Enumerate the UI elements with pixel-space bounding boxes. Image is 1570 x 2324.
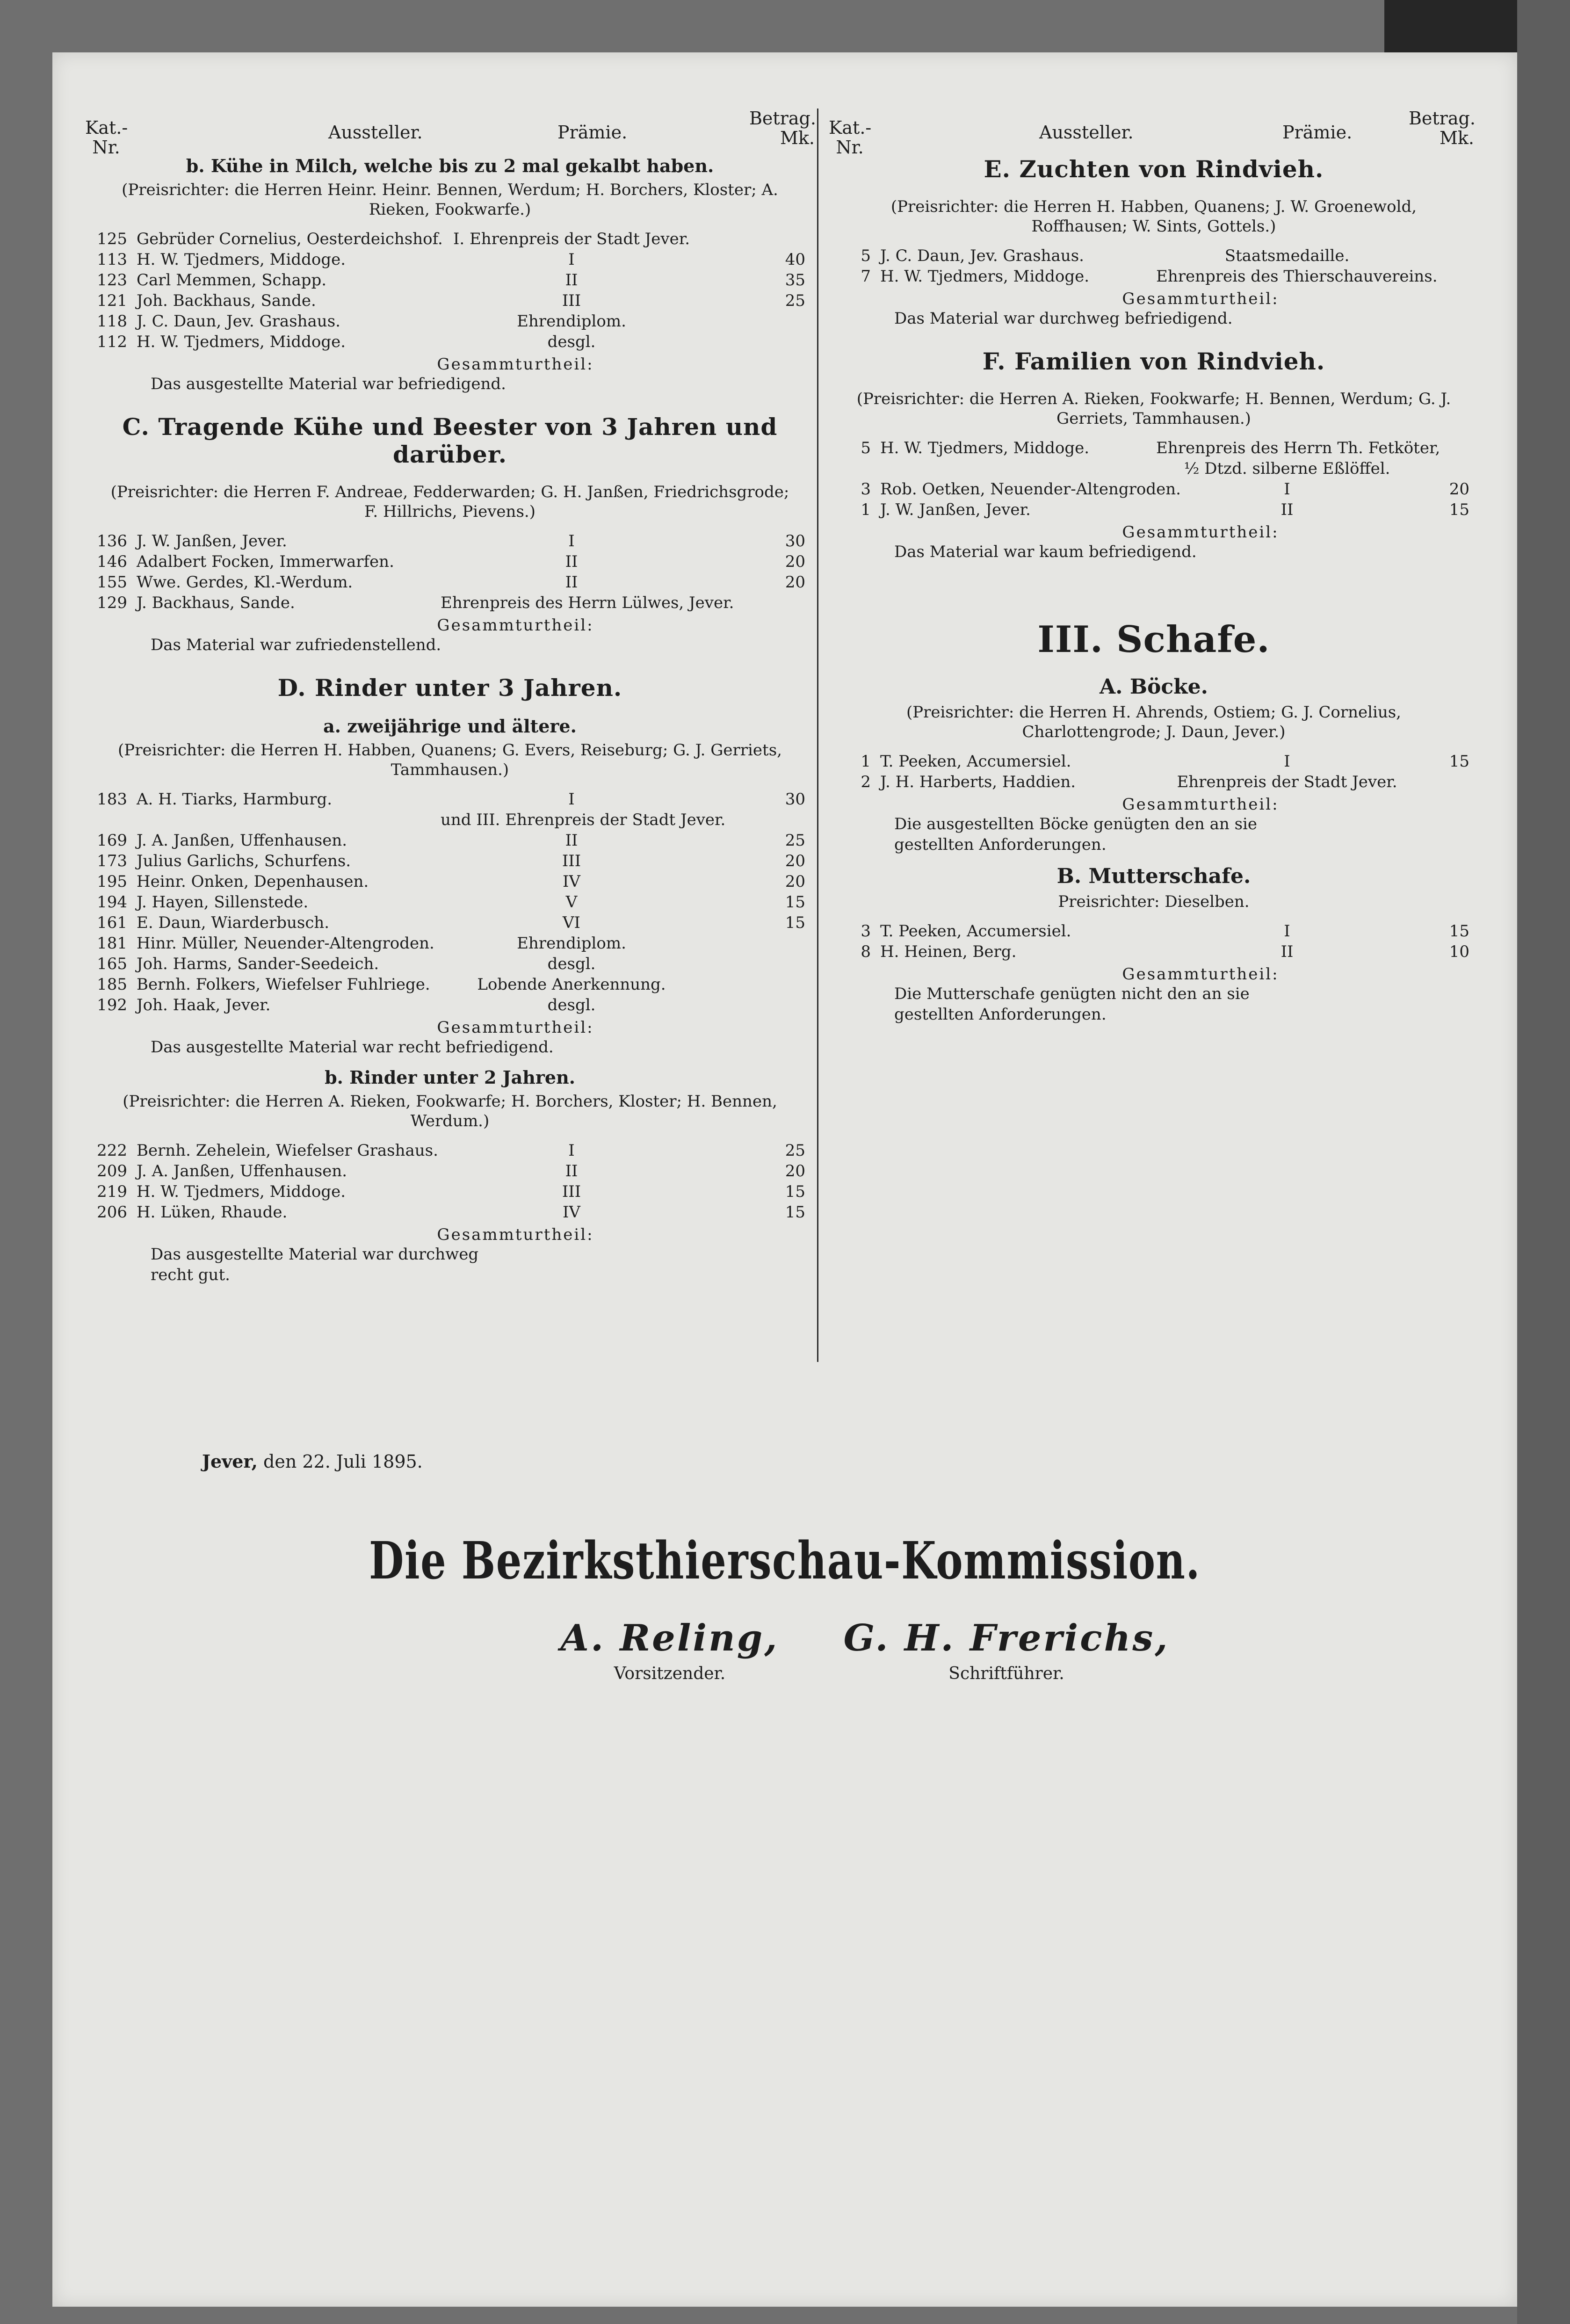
amount: 15 — [1449, 922, 1469, 941]
prize: Ehrenpreis des Herrn Lülwes, Jever. — [441, 594, 734, 612]
exhibitor-name: J. A. Janßen, Uffenhausen. — [137, 831, 347, 850]
table-row — [85, 593, 815, 613]
exhibitor-name: T. Peeken, Accumersiel. — [880, 752, 1071, 771]
exhibitor-name: Joh. Harms, Sander-Seedeich. — [137, 955, 379, 973]
subsection-title: B. Mutterschafe. — [1056, 864, 1251, 888]
jury-text: Preisrichter: Dieselben. — [1058, 892, 1250, 911]
right-column — [829, 109, 1479, 1034]
amount: 25 — [785, 291, 805, 310]
table-row — [85, 892, 815, 912]
entry-number: 206 — [97, 1203, 127, 1222]
signature-name: A. Reling, — [560, 1617, 779, 1659]
table-row — [85, 551, 815, 572]
prize: I — [568, 790, 575, 809]
kat-nr-header: Kat.- Nr. — [85, 117, 128, 158]
verdict-text: Die Mutterschafe genügten nicht den an sie gestellten Anforderungen. — [894, 985, 1250, 1024]
prize: IV — [563, 872, 580, 891]
entry-number: 195 — [97, 872, 127, 891]
dateline — [202, 1451, 423, 1472]
signature-name: G. H. Frerichs, — [843, 1617, 1170, 1659]
place-name: Jever, — [202, 1451, 258, 1472]
amount: 20 — [1449, 480, 1469, 499]
verdict-heading: Gesammturtheil: — [1122, 290, 1279, 308]
subsection-title: b. Rinder unter 2 Jahren. — [325, 1067, 575, 1088]
entry-list — [829, 438, 1479, 520]
prize: I. Ehrenpreis der Stadt Jever. — [453, 230, 690, 248]
entry-number: 2 — [861, 773, 871, 791]
table-row — [85, 810, 815, 830]
entry-list — [829, 751, 1479, 792]
column-header — [85, 108, 816, 158]
entry-number: 185 — [97, 975, 127, 994]
amount: 20 — [785, 552, 805, 571]
table-row — [85, 954, 815, 974]
table-row — [85, 332, 815, 352]
amount: 15 — [785, 1203, 805, 1222]
amount: 25 — [785, 1141, 805, 1160]
entry-list — [85, 531, 815, 613]
table-row — [85, 229, 815, 249]
table-row — [829, 500, 1479, 520]
section-title: E. Zuchten von Rindvieh. — [984, 155, 1324, 183]
entry-number: 222 — [97, 1141, 127, 1160]
prize: I — [1284, 480, 1290, 499]
table-row — [85, 249, 815, 270]
prize: I — [1284, 752, 1290, 771]
exhibitor-name: Adalbert Focken, Immerwarfen. — [137, 552, 394, 571]
prize: III — [562, 1182, 581, 1201]
jury-text: (Preisrichter: die Herren A. Rieken, Fookwarfe; H. Bennen, Werdum; G. J. Gerriets, Tammhausen.) — [856, 390, 1451, 428]
section-title: F. Familien von Rindvieh. — [982, 348, 1325, 375]
amount: 20 — [785, 852, 805, 870]
table-row — [85, 995, 815, 1015]
amount: 15 — [785, 1182, 805, 1201]
exhibitor-name: J. C. Daun, Jev. Grashaus. — [137, 312, 340, 331]
exhibitor-name: J. Backhaus, Sande. — [137, 594, 295, 612]
entry-number: 1 — [861, 752, 871, 771]
entry-number: 7 — [861, 267, 871, 286]
prize: II — [565, 831, 578, 850]
verdict-heading: Gesammturtheil: — [1122, 523, 1279, 542]
exhibitor-name: H. W. Tjedmers, Middoge. — [880, 439, 1090, 457]
prize: Ehrenpreis des Thierschauvereins. — [1156, 267, 1438, 286]
prize: VI — [563, 913, 580, 932]
prize: und III. Ehrenpreis der Stadt Jever. — [441, 811, 726, 829]
entry-number: 1 — [861, 500, 871, 519]
prize: II — [565, 552, 578, 571]
exhibitor-name: Heinr. Onken, Depenhausen. — [137, 872, 369, 891]
prize: Lobende Anerkennung. — [477, 975, 666, 994]
table-row — [85, 789, 815, 810]
jury-text: (Preisrichter: die Herren F. Andreae, Fedderwarden; G. H. Janßen, Friedrichsgrode; F. Hillrichs, Pievens.) — [110, 483, 789, 521]
subsection-title: a. zweijährige und ältere. — [323, 716, 577, 737]
exhibitor-name: Joh. Haak, Jever. — [137, 996, 271, 1014]
table-row — [829, 479, 1479, 500]
section-title: b. Kühe in Milch, welche bis zu 2 mal gekalbt haben. — [186, 155, 714, 176]
entry-number: 112 — [97, 333, 127, 351]
newspaper-page — [52, 52, 1517, 2307]
entry-number: 5 — [861, 439, 871, 457]
table-row — [829, 438, 1479, 458]
exhibitor-name: J. W. Janßen, Jever. — [137, 532, 287, 550]
exhibitor-name: J. C. Daun, Jev. Grashaus. — [880, 246, 1084, 265]
signature-role: Schriftführer. — [948, 1664, 1064, 1683]
entry-number: 125 — [97, 230, 127, 248]
signature-role: Vorsitzender. — [614, 1664, 726, 1683]
table-row — [829, 458, 1479, 479]
prize: I — [568, 250, 575, 269]
amount: 15 — [1449, 500, 1469, 519]
amount: 20 — [785, 573, 805, 592]
entry-list — [829, 246, 1479, 287]
signature-secretary — [838, 1617, 1175, 1683]
section-title: C. Tragende Kühe und Beester von 3 Jahren und darüber. — [122, 413, 778, 468]
prize: desgl. — [547, 955, 596, 973]
subsection-title: A. Böcke. — [1100, 675, 1208, 699]
aussteller-header: Aussteller. — [1039, 122, 1134, 143]
exhibitor-name: H. W. Tjedmers, Middoge. — [137, 250, 346, 269]
entry-number: 3 — [861, 480, 871, 499]
entry-list — [85, 229, 815, 352]
exhibitor-name: H. Lüken, Rhaude. — [137, 1203, 288, 1222]
entry-list — [829, 921, 1479, 962]
exhibitor-name: A. H. Tiarks, Harmburg. — [137, 790, 333, 809]
amount: 30 — [785, 532, 805, 550]
prize: Staatsmedaille. — [1224, 246, 1350, 265]
verdict-text: Das ausgestellte Material war recht befriedigend. — [151, 1038, 554, 1057]
prize: II — [565, 573, 578, 592]
table-row — [85, 871, 815, 892]
prize: II — [565, 1162, 578, 1180]
kat-nr-header: Kat.- Nr. — [829, 117, 872, 158]
table-row — [829, 772, 1479, 792]
amount: 20 — [785, 1162, 805, 1180]
verdict-heading: Gesammturtheil: — [1122, 965, 1279, 984]
entry-number: 173 — [97, 852, 127, 870]
exhibitor-name: Wwe. Gerdes, Kl.-Werdum. — [137, 573, 353, 592]
table-row — [829, 266, 1479, 287]
commission-title: Die Bezirksthierschau-Kommission. — [369, 1530, 1201, 1591]
entry-number: 5 — [861, 246, 871, 265]
verdict-text: Das Material war zufriedenstellend. — [151, 636, 441, 654]
amount: 30 — [785, 790, 805, 809]
entry-list — [85, 1140, 815, 1223]
verdict-text: Das Material war kaum befriedigend. — [894, 543, 1197, 561]
entry-number: 155 — [97, 573, 127, 592]
entry-number: 219 — [97, 1182, 127, 1201]
verdict-heading: Gesammturtheil: — [437, 616, 594, 635]
amount: 15 — [785, 893, 805, 912]
table-row — [85, 290, 815, 311]
entry-number: 136 — [97, 532, 127, 550]
exhibitor-name: H. Heinen, Berg. — [880, 942, 1017, 961]
exhibitor-name: T. Peeken, Accumersiel. — [880, 922, 1071, 941]
prize: I — [568, 532, 575, 550]
aussteller-header: Aussteller. — [328, 122, 423, 143]
exhibitor-name: Bernh. Zehelein, Wiefelser Grashaus. — [137, 1141, 438, 1160]
jury-text: (Preisrichter: die Herren H. Habben, Quanens; J. W. Groenewold, Roffhausen; W. Sints, Gottels.) — [890, 197, 1417, 236]
amount: 35 — [785, 271, 805, 290]
exhibitor-name: Bernh. Folkers, Wiefelser Fuhlriege. — [137, 975, 430, 994]
praemie-header: Prämie. — [557, 122, 628, 143]
entry-number: 183 — [97, 790, 127, 809]
verdict-heading: Gesammturtheil: — [437, 1018, 594, 1037]
entry-number: 194 — [97, 893, 127, 912]
prize: V — [565, 893, 578, 912]
signature-chairman — [529, 1617, 810, 1683]
exhibitor-name: Carl Memmen, Schapp. — [137, 271, 327, 290]
table-row — [85, 1202, 815, 1223]
entry-number: 161 — [97, 913, 127, 932]
prize: ½ Dtzd. silberne Eßlöffel. — [1184, 459, 1390, 478]
table-row — [85, 311, 815, 332]
exhibitor-name: Gebrüder Cornelius, Oesterdeichshof. — [137, 230, 443, 248]
table-row — [85, 1181, 815, 1202]
table-row — [85, 1140, 815, 1161]
amount: 25 — [785, 831, 805, 850]
verdict-heading: Gesammturtheil: — [1122, 795, 1279, 814]
amount: 40 — [785, 250, 805, 269]
prize: Ehrenpreis des Herrn Th. Fetköter, — [1156, 439, 1440, 457]
entry-number: 181 — [97, 934, 127, 953]
verdict-text: Das ausgestellte Material war durchweg recht gut. — [151, 1245, 479, 1284]
prize: II — [565, 271, 578, 290]
entry-number: 192 — [97, 996, 127, 1014]
verdict-heading: Gesammturtheil: — [437, 1225, 594, 1244]
exhibitor-name: H. W. Tjedmers, Middoge. — [880, 267, 1090, 286]
jury-text: (Preisrichter: die Herren H. Ahrends, Ostiem; G. J. Cornelius, Charlottengrode; J. Daun, Jever.) — [906, 703, 1401, 741]
exhibitor-name: J. A. Janßen, Uffenhausen. — [137, 1162, 347, 1180]
exhibitor-name: J. H. Harberts, Haddien. — [880, 773, 1076, 791]
jury-text: (Preisrichter: die Herren Heinr. Heinr. Bennen, Werdum; H. Borchers, Kloster; A. Rieken, Fookwarfe.) — [122, 181, 778, 219]
entry-list — [85, 789, 815, 1015]
verdict-text: Die ausgestellten Böcke genügten den an sie gestellten Anforderungen. — [894, 815, 1258, 854]
prize: IV — [563, 1203, 580, 1222]
prize: desgl. — [547, 996, 596, 1014]
prize: III — [562, 291, 581, 310]
praemie-header: Prämie. — [1282, 122, 1353, 143]
column-header — [829, 108, 1479, 158]
table-row — [85, 830, 815, 851]
exhibitor-name: H. W. Tjedmers, Middoge. — [137, 1182, 346, 1201]
date-text: den 22. Juli 1895. — [263, 1451, 423, 1472]
verdict-text: Das ausgestellte Material war befriedigend. — [151, 375, 506, 393]
betrag-header: Betrag. Mk. — [749, 108, 816, 148]
amount: 20 — [785, 872, 805, 891]
table-row — [85, 933, 815, 954]
prize: Ehrendiplom. — [517, 312, 626, 331]
table-row — [85, 1161, 815, 1181]
entry-number: 169 — [97, 831, 127, 850]
entry-number: 165 — [97, 955, 127, 973]
exhibitor-name: Joh. Backhaus, Sande. — [137, 291, 316, 310]
table-row — [85, 572, 815, 593]
entry-number: 8 — [861, 942, 871, 961]
prize: III — [562, 852, 581, 870]
entry-number: 118 — [97, 312, 127, 331]
section-title: D. Rinder unter 3 Jahren. — [277, 674, 622, 702]
entry-number: 129 — [97, 594, 127, 612]
amount: 10 — [1449, 942, 1469, 961]
table-row — [829, 941, 1479, 962]
entry-number: 3 — [861, 922, 871, 941]
prize: II — [1281, 942, 1294, 961]
exhibitor-name: Hinr. Müller, Neuender-Altengroden. — [137, 934, 434, 953]
entry-number: 113 — [97, 250, 127, 269]
prize: I — [568, 1141, 575, 1160]
prize: desgl. — [547, 333, 596, 351]
table-row — [85, 974, 815, 995]
table-row — [829, 246, 1479, 266]
jury-text: (Preisrichter: die Herren H. Habben, Quanens; G. Evers, Reiseburg; G. J. Gerriets, Tammhausen.) — [118, 741, 782, 779]
prize: I — [1284, 922, 1290, 941]
exhibitor-name: E. Daun, Wiarderbusch. — [137, 913, 330, 932]
exhibitor-name: J. W. Janßen, Jever. — [880, 500, 1031, 519]
amount: 15 — [1449, 752, 1469, 771]
table-row — [85, 531, 815, 551]
exhibitor-name: H. W. Tjedmers, Middoge. — [137, 333, 346, 351]
prize: II — [1281, 500, 1294, 519]
betrag-header: Betrag. Mk. — [1409, 108, 1476, 148]
entry-number: 123 — [97, 271, 127, 290]
exhibitor-name: Rob. Oetken, Neuender-Altengroden. — [880, 480, 1181, 499]
entry-number: 121 — [97, 291, 127, 310]
table-row — [829, 751, 1479, 772]
table-row — [85, 912, 815, 933]
prize: Ehrendiplom. — [517, 934, 626, 953]
section-title: III. Schafe. — [1037, 618, 1270, 661]
entry-number: 209 — [97, 1162, 127, 1180]
verdict-heading: Gesammturtheil: — [437, 355, 594, 374]
exhibitor-name: Julius Garlichs, Schurfens. — [137, 852, 351, 870]
verdict-text: Das Material war durchweg befriedigend. — [894, 309, 1233, 328]
exhibitor-name: J. Hayen, Sillenstede. — [137, 893, 309, 912]
prize: Ehrenpreis der Stadt Jever. — [1177, 773, 1397, 791]
table-row — [85, 851, 815, 871]
table-row — [829, 921, 1479, 941]
table-row — [85, 270, 815, 290]
left-column — [85, 109, 815, 1295]
scan-edge — [1517, 0, 1570, 2324]
jury-text: (Preisrichter: die Herren A. Rieken, Fookwarfe; H. Borchers, Kloster; H. Bennen, Werdum.) — [123, 1092, 777, 1130]
entry-number: 146 — [97, 552, 127, 571]
column-divider — [817, 109, 818, 1362]
amount: 15 — [785, 913, 805, 932]
